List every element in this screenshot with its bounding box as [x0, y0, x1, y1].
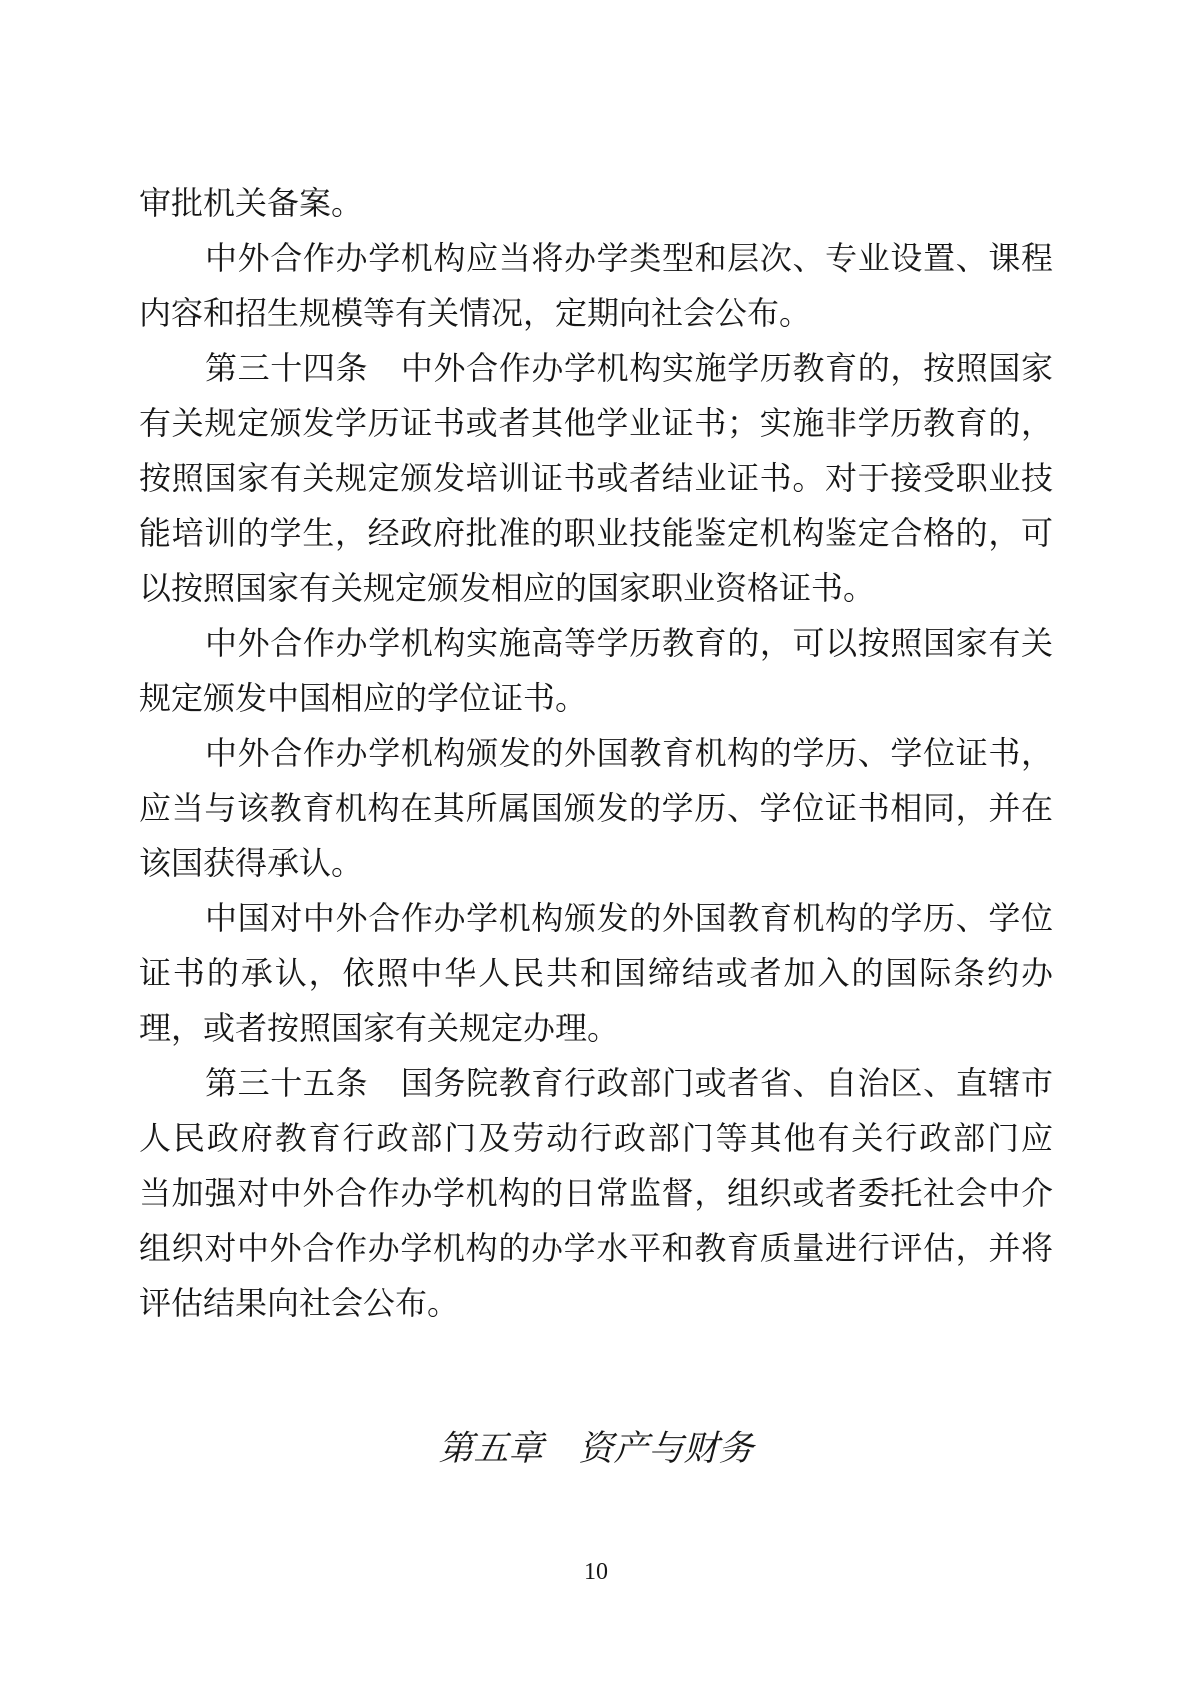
text-line: 能培训的学生，经政府批准的职业技能鉴定机构鉴定合格的，可	[139, 515, 1053, 551]
text-line: 应当与该教育机构在其所属国颁发的学历、学位证书相同，并在	[139, 790, 1053, 826]
text-line: 规定颁发中国相应的学位证书。	[139, 680, 588, 716]
text-line: 人民政府教育行政部门及劳动行政部门等其他有关行政部门应	[139, 1120, 1053, 1156]
text-line: 中外合作办学机构颁发的外国教育机构的学历、学位证书，	[205, 735, 1053, 771]
page-number: 10	[584, 1559, 608, 1585]
text-line: 以按照国家有关规定颁发相应的国家职业资格证书。	[139, 570, 876, 606]
text-line: 第三十四条 中外合作办学机构实施学历教育的，按照国家	[205, 350, 1053, 386]
text-line: 按照国家有关规定颁发培训证书或者结业证书。对于接受职业技	[139, 460, 1053, 496]
text-line: 中外合作办学机构实施高等学历教育的，可以按照国家有关	[205, 625, 1053, 661]
text-line: 有关规定颁发学历证书或者其他学业证书；实施非学历教育的，	[139, 405, 1053, 441]
text-line: 评估结果向社会公布。	[139, 1285, 460, 1321]
text-line: 审批机关备案。	[139, 185, 364, 221]
text-line: 中国对中外合作办学机构颁发的外国教育机构的学历、学位	[205, 900, 1053, 936]
text-line: 第三十五条 国务院教育行政部门或者省、自治区、直辖市	[205, 1065, 1053, 1101]
chapter-heading: 第五章 资产与财务	[438, 1429, 754, 1468]
text-line: 该国获得承认。	[139, 845, 364, 881]
text-line: 当加强对中外合作办学机构的日常监督，组织或者委托社会中介	[139, 1175, 1053, 1211]
text-line: 中外合作办学机构应当将办学类型和层次、专业设置、课程	[205, 240, 1053, 276]
text-line: 组织对中外合作办学机构的办学水平和教育质量进行评估，并将	[139, 1230, 1053, 1266]
text-line: 内容和招生规模等有关情况，定期向社会公布。	[139, 295, 812, 331]
text-line: 证书的承认，依照中华人民共和国缔结或者加入的国际条约办	[139, 955, 1053, 991]
text-line: 理，或者按照国家有关规定办理。	[139, 1010, 620, 1046]
body-text	[139, 176, 1053, 1587]
